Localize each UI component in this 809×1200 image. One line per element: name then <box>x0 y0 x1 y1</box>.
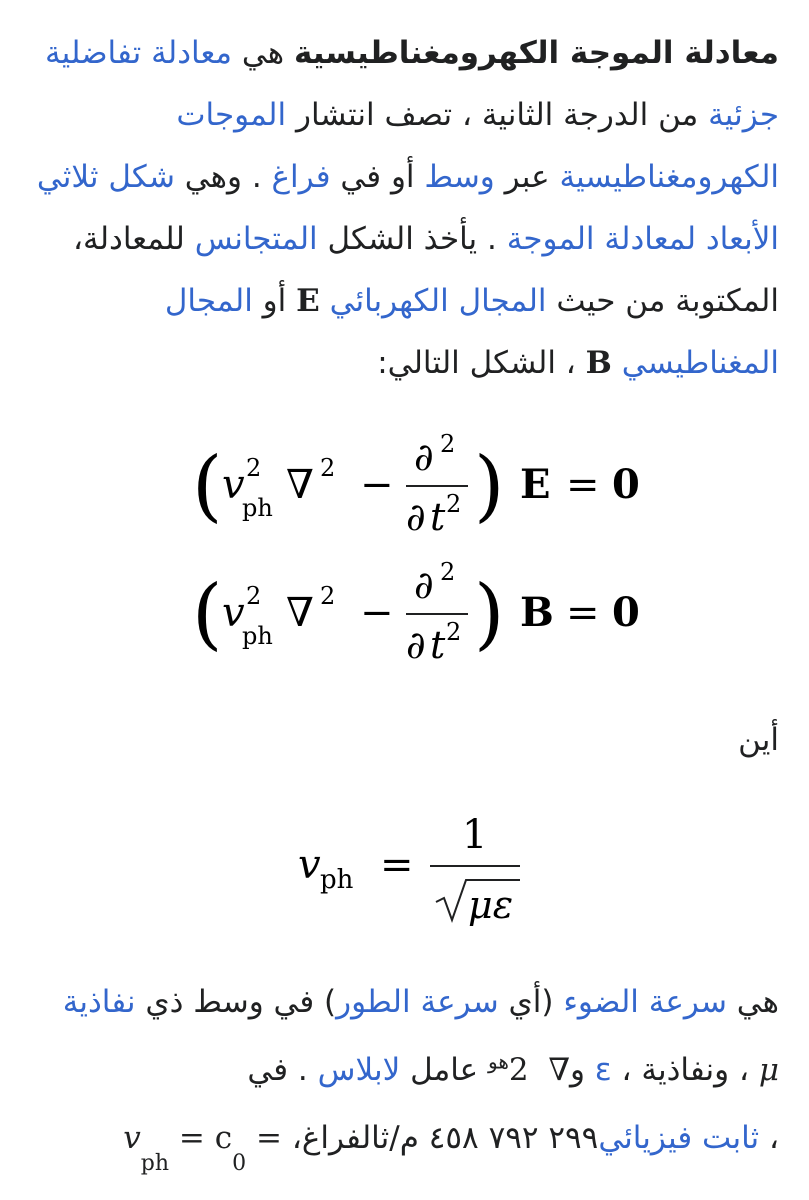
text: عبر <box>494 159 560 195</box>
eq-minus: − <box>360 462 394 508</box>
eq-t-sq: 2 <box>446 618 462 646</box>
link-equation[interactable]: معادلة <box>151 35 233 71</box>
link-electric-field[interactable]: المجال الكهربائي <box>329 283 547 319</box>
text: . وهي <box>174 159 272 195</box>
eq-v-sq: 2 <box>246 582 262 610</box>
symbol-b: B <box>585 345 612 381</box>
link-magnetic-field[interactable]: المجال المغناطيسي <box>164 283 779 381</box>
eq-nabla: ∇ <box>286 590 314 636</box>
link-em-waves[interactable]: الموجات الكهرومغناطيسية <box>176 97 779 195</box>
text: (أي <box>498 984 564 1020</box>
paren-open: ( <box>192 441 223 531</box>
where-label: أين <box>738 722 779 758</box>
eq-zero: 0 <box>612 589 640 636</box>
paren-close: ) <box>474 569 505 659</box>
text: ، الشكل التالي: <box>377 345 586 381</box>
inline-v-ph <box>123 1120 170 1176</box>
eq-equals: = <box>566 462 600 508</box>
eq-v-ph: ph <box>242 622 273 650</box>
c-symbol: = c <box>178 1120 233 1156</box>
paren-close: ) <box>474 441 505 531</box>
eq-mu-eps: με <box>468 883 514 927</box>
link-physical-constant[interactable]: ثابت فيزيائي <box>598 1120 760 1156</box>
symbol-e: E <box>296 283 320 319</box>
text: أو <box>252 283 297 319</box>
inline-c0 <box>178 1120 247 1176</box>
phase-velocity-paragraph <box>36 968 779 1176</box>
text: و <box>570 1052 595 1088</box>
link-permeability[interactable]: نفاذية <box>62 984 136 1020</box>
text: من الدرجة الثانية ، تصف انتشار <box>286 97 709 133</box>
eq-t: t <box>430 495 446 539</box>
paren-open: ( <box>192 569 223 659</box>
text: . يأخذ الشكل <box>317 221 507 257</box>
text: هي <box>726 984 779 1020</box>
link-partial-differential[interactable]: تفاضلية جزئية <box>44 35 779 133</box>
eq-t-sq: 2 <box>446 490 462 518</box>
intro-paragraph <box>36 22 779 394</box>
link-3d-wave-form[interactable]: شكل ثلاثي الأبعاد لمعادلة الموجة <box>36 159 779 257</box>
eq-partial-sq: 2 <box>440 558 456 586</box>
eq-zero: 0 <box>612 461 640 508</box>
link-laplace[interactable]: لابلاس <box>317 1052 401 1088</box>
eq-equals: = <box>380 842 414 888</box>
text: عامل <box>400 1052 489 1088</box>
eq-partial-top: ∂ <box>414 435 434 479</box>
eq-v: v <box>298 842 321 888</box>
wave-equations <box>0 420 809 680</box>
eq-partial-bottom: ∂ <box>406 495 426 539</box>
eq-v: v <box>222 590 245 636</box>
eq-nabla-sq: 2 <box>320 454 336 482</box>
eq-E: E <box>520 461 551 508</box>
eq-v: v <box>222 462 245 508</box>
link-phase-speed[interactable]: سرعة الطور <box>336 984 499 1020</box>
article-subject: معادلة الموجة الكهرومغناطيسية <box>293 35 779 71</box>
equation-e-field <box>192 430 640 539</box>
c-subscript: 0 <box>232 1151 247 1176</box>
phase-velocity-equation <box>0 808 809 938</box>
eq-partial-bottom: ∂ <box>406 623 426 667</box>
symbol-nabla: ∇ <box>548 1052 571 1088</box>
link-light-speed[interactable]: سرعة الضوء <box>563 984 727 1020</box>
eq-v-ph: ph <box>320 865 354 895</box>
link-homogeneous[interactable]: المتجانس <box>194 221 318 257</box>
text: ) في وسط ذي <box>135 984 337 1020</box>
eq-B: B <box>520 589 554 636</box>
equation-b-field <box>192 558 640 667</box>
eq-nabla-sq: 2 <box>320 582 336 610</box>
eq-v-ph: ph <box>242 494 273 522</box>
link-epsilon[interactable]: ε <box>594 1052 612 1088</box>
text: للمعادلة، المكتوبة من حيث <box>72 221 779 319</box>
v-symbol: v <box>123 1120 141 1156</box>
eq-partial-sq: 2 <box>440 430 456 458</box>
v-subscript: ph <box>140 1151 170 1176</box>
text: ، <box>759 1120 779 1156</box>
eq-partial-top: ∂ <box>414 563 434 607</box>
superscript-howa: هو <box>488 1049 509 1074</box>
symbol-two: 2 <box>508 1052 529 1088</box>
text: . في <box>247 1052 318 1088</box>
eq-equals-inline: = <box>255 1120 282 1156</box>
eq-equals: = <box>566 590 600 636</box>
speed-value: ٢٩٩ ٧٩٢ ٤٥٨ م/ث <box>380 1120 599 1156</box>
eq-v-sq: 2 <box>246 454 262 482</box>
eq-minus: − <box>360 590 394 636</box>
link-vacuum[interactable]: فراغ <box>271 159 331 195</box>
text: هي <box>232 35 294 71</box>
eq-t: t <box>430 623 446 667</box>
link-medium[interactable]: وسط <box>424 159 495 195</box>
text: ، ونفاذية ، <box>611 1052 759 1088</box>
text: الفراغ، <box>281 1120 381 1156</box>
eq-one: 1 <box>462 812 488 858</box>
text: أو في <box>330 159 425 195</box>
symbol-mu: μ <box>758 1052 779 1088</box>
eq-nabla: ∇ <box>286 462 314 508</box>
